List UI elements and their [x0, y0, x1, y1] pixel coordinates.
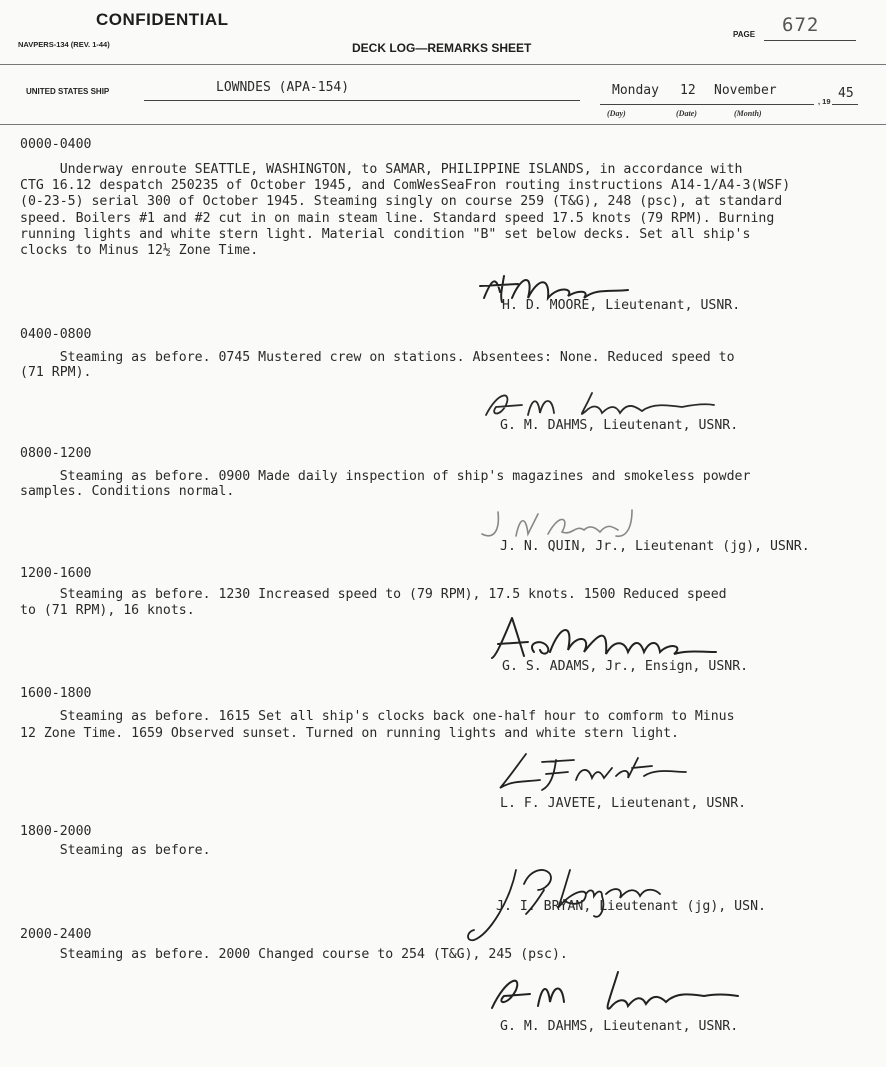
signer-name: G. S. ADAMS, Jr., Ensign, USNR.	[502, 659, 749, 674]
day-caption: (Day)	[607, 109, 626, 118]
signer-name: J. I. BRYAN, Lieutenant (jg), USN.	[496, 899, 766, 914]
confidential-stamp: CONFIDENTIAL	[96, 10, 229, 29]
entry-line: samples. Conditions normal.	[20, 484, 235, 499]
watch-period: 1200-1600	[20, 566, 92, 581]
page-number-line	[764, 40, 856, 41]
month-caption: (Month)	[734, 109, 762, 118]
log-year: 45	[838, 86, 854, 101]
page-label: PAGE	[733, 30, 756, 39]
signature-adams	[488, 612, 728, 664]
entry-line: Steaming as before. 0900 Made daily inspection of ship's magazines and smokeless powder	[20, 469, 751, 484]
remarks-divider	[0, 124, 886, 125]
signer-name: H. D. MOORE, Lieutenant, USNR.	[502, 298, 741, 313]
year-line	[832, 104, 858, 105]
signature-javete	[496, 750, 696, 796]
ship-label: UNITED STATES SHIP	[26, 87, 110, 96]
form-number: NAVPERS-134 (REV. 1-44)	[18, 40, 110, 49]
signer-name: L. F. JAVETE, Lieutenant, USNR.	[500, 796, 747, 811]
log-day: Monday	[612, 83, 659, 98]
entry-line: Steaming as before. 1615 Set all ship's clocks back one-half hour to comform to Minus	[20, 709, 735, 724]
signer-name: J. N. QUIN, Jr., Lieutenant (jg), USNR.	[500, 539, 810, 554]
watch-period: 1800-2000	[20, 824, 92, 839]
entry-line: running lights and white stern light. Material condition "B" set below decks. Set all ship's	[20, 227, 751, 242]
ship-name: LOWNDES (APA-154)	[216, 80, 350, 95]
watch-period: 1600-1800	[20, 686, 92, 701]
watch-period: 0800-1200	[20, 446, 92, 461]
ship-name-line	[144, 100, 580, 101]
signer-name: G. M. DAHMS, Lieutenant, USNR.	[500, 1019, 739, 1034]
watch-period: 0000-0400	[20, 137, 92, 152]
watch-period: 0400-0800	[20, 327, 92, 342]
entry-line: to (71 RPM), 16 knots.	[20, 603, 195, 618]
watch-period: 2000-2400	[20, 927, 92, 942]
entry-line: Steaming as before.	[20, 843, 211, 858]
year-prefix: , 19	[818, 97, 831, 106]
entry-line: (0-23-5) serial 300 of October 1945. Steaming singly on course 259 (T&G), 248 (psc), at standard	[20, 194, 783, 209]
entry-line: (71 RPM).	[20, 365, 92, 380]
signature-quin	[476, 506, 656, 542]
entry-line: CTG 16.12 despatch 250235 of October 1945, and ComWesSeaFron routing instructions A14-1/A4-3(WSF)	[20, 178, 791, 193]
entry-line: 12 Zone Time. 1659 Observed sunset. Turned on running lights and white stern light.	[20, 726, 679, 741]
log-date: 12	[680, 83, 696, 98]
date-line	[600, 104, 814, 105]
entry-line: Underway enroute SEATTLE, WASHINGTON, to SAMAR, PHILIPPINE ISLANDS, in accordance with	[20, 162, 743, 177]
page-number: 672	[782, 14, 820, 36]
entry-line: Steaming as before. 0745 Mustered crew on stations. Absentees: None. Reduced speed to	[20, 350, 735, 365]
entry-line: speed. Boilers #1 and #2 cut in on main steam line. Standard speed 17.5 knots (79 RPM). Burning	[20, 211, 775, 226]
signer-name: G. M. DAHMS, Lieutenant, USNR.	[500, 418, 739, 433]
page-title: DECK LOG—REMARKS SHEET	[352, 41, 532, 55]
header-divider	[0, 64, 886, 65]
signature-dahms-2	[486, 968, 746, 1022]
entry-line: Steaming as before. 1230 Increased speed to (79 RPM), 17.5 knots. 1500 Reduced speed	[20, 587, 727, 602]
date-caption: (Date)	[676, 109, 697, 118]
log-month: November	[714, 83, 777, 98]
entry-line: Steaming as before. 2000 Changed course to 254 (T&G), 245 (psc).	[20, 947, 568, 962]
entry-line: clocks to Minus 12½ Zone Time.	[20, 243, 259, 258]
